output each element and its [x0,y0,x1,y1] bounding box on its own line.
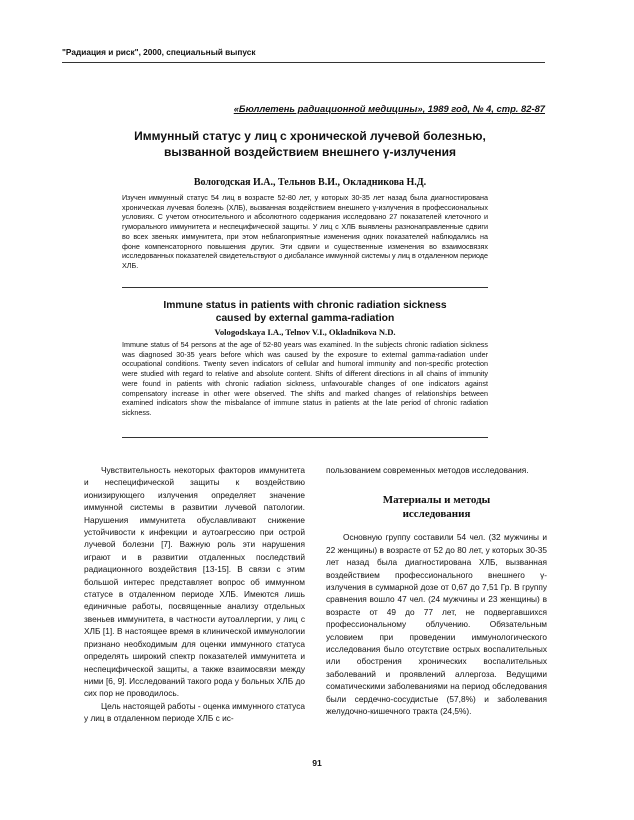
article-title-ru [100,128,520,160]
body-paragraph: Чувствительность некоторых факторов иммунитета и неспецифической защиты к воздействию ионизирующего излучения определяет значение иммунной системы в развитии лучевой патологии. Нарушения иммунитета обуславливают снижение устойчивости к инфекции и аутоагрессию при острой лучевой болезни [7]. Важную роль эти нарушения играют и в развитии отдаленных последствий радиационного воздействия [13-15]. В связи с этим большой интерес представляет вопрос об иммунном статусе в отдаленном периоде ХЛБ. Имеются лишь единичные работы, посвященные анализу отдельных звеньев иммунитета, в частности аутоаллергии, у лиц с ХЛБ [1]. В настоящее время в клинической иммунологии признано необходимым для оценки иммунного статуса определять широкий спектр показателей иммунитета и неспецифической защиты, а также взаимосвязи между ними [6, 9]. Исследований такого рода у больных ХЛБ до сих пор не проводилось. [84,465,305,699]
body-column-left [84,464,305,725]
section-heading-line1: Материалы и методы [382,494,491,507]
abstract-ru: Изучен иммунный статус 54 лиц в возрасте 52-80 лет, у которых 30-35 лет назад была диагностирована хроническая лучевая болезнь (ХЛБ), вызванная воздействием внешнего γ-излучения в профессиональных условиях. С учетом относительного и абсолютного содержания исследовано 27 показателей клеточного и гуморального иммунитета и неспецифической защиты. У лиц с ХЛБ выявлены разнонаправленные сдвиги во всех звеньях иммунитета, при этом неблагоприятные изменения одних показателей наблюдались на фоне компенсаторного повышения других. Эти сдвиги и существенные изменения во взаимосвязях исследованных показателей свидетельствуют о дисбалансе иммунной системы у лиц в отдаленном периоде ХЛБ. [122,193,488,270]
section-heading-line2: исследования [402,508,471,521]
authors-en: Vologodskaya I.A., Telnov V.I., Okladnikova N.D. [214,327,396,337]
body-column-right [326,464,547,718]
journal-header: "Радиация и риск", 2000, специальный выпуск [62,47,256,57]
bulletin-reference: «Бюллетень радиационной медицины», 1989 год, № 4, стр. 82-87 [233,103,545,114]
article-title-en [122,299,488,325]
header-divider [62,62,545,63]
title-ru-line1: Иммунный статус у лиц с хронической лучевой болезнью, [134,129,486,143]
page-number: 91 [312,758,322,768]
authors-ru: Вологодская И.А., Тельнов В.И., Окладникова Н.Д. [193,177,427,188]
abstract-divider-2 [122,437,488,438]
title-en-line2: caused by external gamma-radiation [215,313,395,324]
abstract-divider-1 [122,287,488,288]
title-en-line1: Immune status in patients with chronic radiation sickness [163,300,447,311]
body-paragraph: Цель настоящей работы - оценка иммунного статуса у лиц в отдаленном периоде ХЛБ с ис- [84,700,305,724]
abstract-en: Immune status of 54 persons at the age of 52-80 years was examined. In the subjects chronic radiation sickness was diagnosed 30-35 years before which was caused by the exposure to external gamma-radiation under occupational conditions. Twenty seven indicators of cellular and humoral immunity and non-specific protection were studied with regard to relative and absolute content. Shifts of different directions in all chains of immunity were found in patients with chronic radiation sickness, unfavourable changes of one indicators against compensatory increase in other were observed. The shifts and marked changes of relationships between examined indicators show the misbalance of immune status in patients at the late period of chronic radiation sickness. [122,340,488,417]
body-paragraph: пользованием современных методов исследования. [326,465,529,475]
title-ru-line2: вызванной воздействием внешнего γ-излучения [163,145,457,159]
body-paragraph: Основную группу составили 54 чел. (32 мужчины и 22 женщины) в возрасте от 52 до 80 лет, у которых 30-35 лет назад была диагностирована ХЛБ, вызванная воздействием профессионального внешнего γ-излучения в суммарной дозе от 0,67 до 7,51 Гр. В группу сравнения вошло 47 чел. (24 мужчины и 23 женщины) в возрасте от 49 до 77 лет, не подвергавшихся профессиональному облучению. Обязательным условием при проведении иммунологического исследования было отсутствие острых воспалительных или обострения хронических воспалительных заболеваний и проявлений аллергоза. Ведущими соматическими заболеваниями на период обследования были сердечно-сосудистые (57,8%) и заболевания желудочно-кишечного тракта (24,5%). [326,532,547,717]
section-heading-methods [326,493,547,521]
